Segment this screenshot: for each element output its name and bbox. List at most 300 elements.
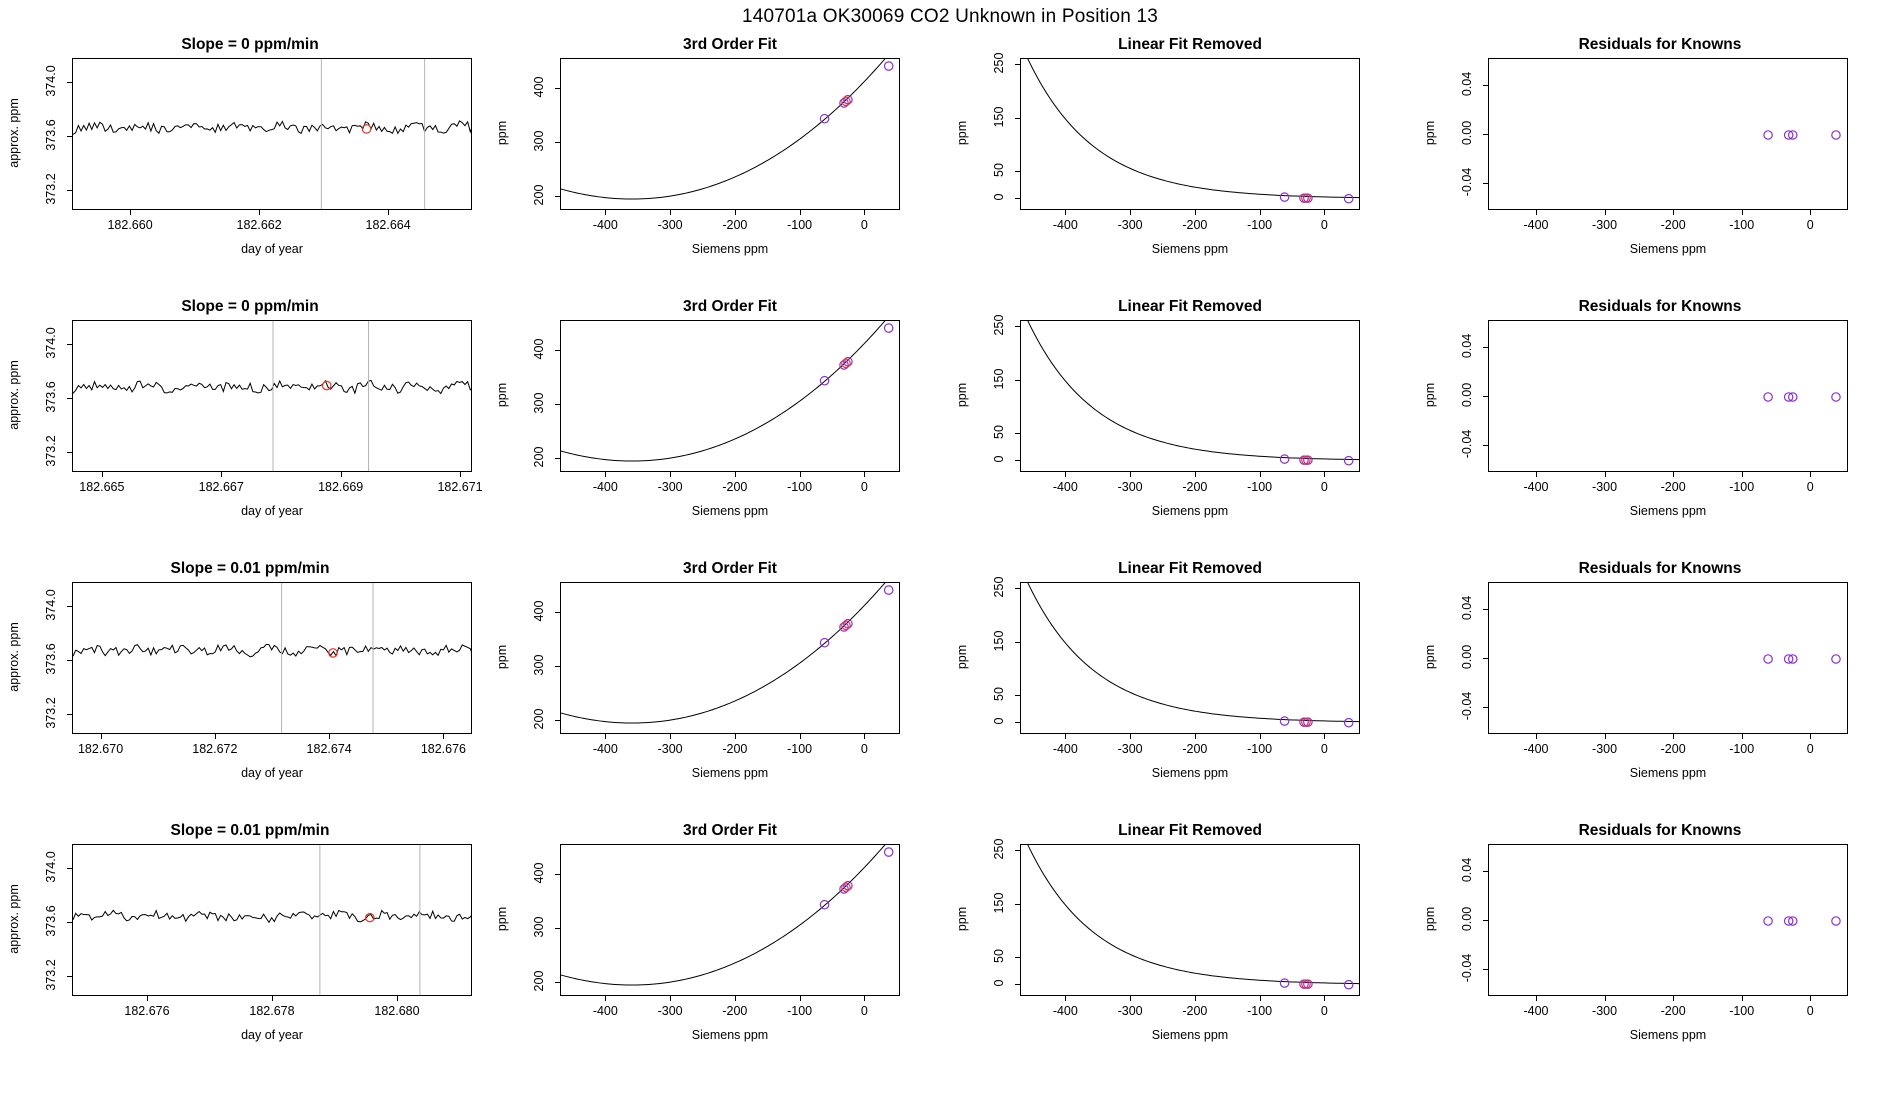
timeseries-panel-4-xtick-label: 182.680 — [374, 1004, 420, 1018]
panel-row — [0, 554, 1900, 816]
panel-row — [0, 292, 1900, 554]
residuals-panel-2 — [1420, 292, 1900, 554]
residuals-panel-3-xtick-label: 0 — [1806, 742, 1814, 756]
linear-panel-2-ytick-label: 0 — [992, 455, 1006, 463]
fit-panel-1-ytick — [555, 88, 560, 89]
linear-panel-1-xtick-label: -300 — [1117, 218, 1143, 232]
timeseries-panel-1-title: Slope = 0 ppm/min — [181, 36, 319, 53]
linear-panel-2-xtick — [1130, 472, 1131, 477]
linear-panel-3-xtick-label: -300 — [1117, 742, 1143, 756]
timeseries-panel-2-plot-area — [72, 320, 472, 472]
fit-panel-3-ytick — [555, 666, 560, 667]
fit-panel-2-xtick-label: -300 — [657, 480, 683, 494]
residuals-panel-3-xlabel: Siemens ppm — [1629, 766, 1707, 780]
residuals-panel-4-ytick — [1483, 969, 1488, 970]
residuals-panel-3-xtick-label: -200 — [1660, 742, 1686, 756]
fit-panel-4-xtick-label: -300 — [657, 1004, 683, 1018]
linear-panel-3-xtick-label: -200 — [1182, 742, 1208, 756]
linear-panel-1-xtick — [1065, 210, 1066, 215]
fit-panel-2-xtick-label: -100 — [787, 480, 813, 494]
fit-panel-3-ytick — [555, 720, 560, 721]
linear-panel-2-ytick — [1015, 380, 1020, 381]
fit-panel-1-xtick-label: -300 — [657, 218, 683, 232]
residuals-panel-1-xtick-label: -100 — [1729, 218, 1755, 232]
residuals-panel-4-title: Residuals for Knowns — [1578, 822, 1742, 839]
linear-panel-4-ytick — [1015, 957, 1020, 958]
residuals-panel-3-plot-area — [1488, 582, 1848, 734]
linear-panel-3-title: Linear Fit Removed — [1118, 560, 1262, 577]
linear-panel-3-xtick-label: -400 — [1052, 742, 1078, 756]
fit-panel-4-xtick-label: -100 — [787, 1004, 813, 1018]
timeseries-panel-3-xtick — [329, 734, 330, 739]
linear-panel-1-xtick-label: -200 — [1182, 218, 1208, 232]
residuals-panel-4-xtick-label: -100 — [1729, 1004, 1755, 1018]
fit-panel-1-xtick-label: -100 — [787, 218, 813, 232]
linear-panel-3-ytick — [1015, 695, 1020, 696]
fit-panel-1 — [495, 30, 960, 292]
residuals-panel-2-ylabel: ppm — [1423, 382, 1437, 408]
fit-panel-2-ytick — [555, 350, 560, 351]
linear-panel-2-xtick — [1324, 472, 1325, 477]
linear-panel-4-xtick — [1195, 996, 1196, 1001]
timeseries-panel-4-ytick — [67, 922, 72, 923]
fit-panel-2-ytick-label: 300 — [532, 392, 546, 414]
linear-panel-2-xlabel: Siemens ppm — [1151, 504, 1229, 518]
timeseries-panel-4-ytick — [67, 976, 72, 977]
fit-panel-1-ytick-label: 300 — [532, 130, 546, 152]
residuals-panel-4-xtick-label: -200 — [1660, 1004, 1686, 1018]
residuals-panel-3-xtick — [1742, 734, 1743, 739]
fit-panel-3-title: 3rd Order Fit — [683, 560, 777, 577]
fit-panel-1-xtick — [670, 210, 671, 215]
linear-panel-1-ytick-label: 150 — [992, 106, 1006, 128]
residuals-panel-4-xlabel: Siemens ppm — [1629, 1028, 1707, 1042]
linear-panel-2-plot-area — [1020, 320, 1360, 472]
timeseries-panel-1 — [0, 30, 500, 292]
residuals-panel-1-xtick — [1810, 210, 1811, 215]
fit-panel-3-xtick-label: -300 — [657, 742, 683, 756]
fit-panel-4-ytick — [555, 982, 560, 983]
timeseries-panel-3 — [0, 554, 500, 816]
residuals-panel-4-xtick-label: -400 — [1523, 1004, 1549, 1018]
residuals-panel-1-ytick-label: -0.04 — [1460, 167, 1474, 197]
linear-panel-1 — [955, 30, 1420, 292]
linear-panel-4-ytick-label: 50 — [992, 949, 1006, 964]
fit-panel-2-ytick — [555, 458, 560, 459]
timeseries-panel-3-xlabel: day of year — [241, 766, 303, 780]
residuals-panel-3 — [1420, 554, 1900, 816]
fit-panel-4-title: 3rd Order Fit — [683, 822, 777, 839]
residuals-panel-4-ytick — [1483, 871, 1488, 872]
residuals-panel-2-ytick — [1483, 396, 1488, 397]
fit-panel-3-xtick — [735, 734, 736, 739]
residuals-panel-1-ytick — [1483, 85, 1488, 86]
timeseries-panel-4 — [0, 816, 500, 1078]
fit-panel-1-xtick — [800, 210, 801, 215]
timeseries-panel-4-ylabel: approx. ppm — [7, 884, 21, 954]
residuals-panel-1-plot-area — [1488, 58, 1848, 210]
residuals-panel-4-xtick — [1536, 996, 1537, 1001]
linear-panel-1-ylabel: ppm — [955, 120, 969, 146]
fit-panel-3-xtick-label: -400 — [592, 742, 618, 756]
fit-panel-4-plot-area — [560, 844, 900, 996]
linear-panel-1-ytick — [1015, 64, 1020, 65]
timeseries-panel-3-ytick-label: 373.6 — [44, 643, 58, 675]
residuals-panel-3-xtick — [1810, 734, 1811, 739]
linear-panel-4-xtick — [1260, 996, 1261, 1001]
panel-row — [0, 816, 1900, 1078]
fit-panel-2-xtick — [670, 472, 671, 477]
linear-panel-4-xtick-label: -200 — [1182, 1004, 1208, 1018]
residuals-panel-2-xtick — [1742, 472, 1743, 477]
residuals-panel-1-ytick-label: 0.04 — [1460, 71, 1474, 97]
residuals-panel-4-ytick-label: -0.04 — [1460, 953, 1474, 983]
linear-panel-1-xtick-label: 0 — [1320, 218, 1328, 232]
linear-panel-1-xtick-label: -400 — [1052, 218, 1078, 232]
fit-panel-1-ytick — [555, 196, 560, 197]
residuals-panel-1-ytick — [1483, 134, 1488, 135]
residuals-panel-1-xtick-label: -200 — [1660, 218, 1686, 232]
timeseries-panel-2-xtick — [460, 472, 461, 477]
residuals-panel-3-ytick — [1483, 609, 1488, 610]
residuals-panel-4-ytick — [1483, 920, 1488, 921]
fit-panel-1-ytick — [555, 142, 560, 143]
linear-panel-4-ytick-label: 0 — [992, 979, 1006, 987]
fit-panel-1-xtick-label: -200 — [722, 218, 748, 232]
fit-panel-3-plot-area — [560, 582, 900, 734]
fit-panel-3-ytick — [555, 612, 560, 613]
linear-panel-2 — [955, 292, 1420, 554]
fit-panel-2-ytick-label: 400 — [532, 338, 546, 360]
linear-panel-2-ytick — [1015, 433, 1020, 434]
linear-panel-2-xtick — [1260, 472, 1261, 477]
timeseries-panel-4-plot-area — [72, 844, 472, 996]
residuals-panel-3-xtick — [1605, 734, 1606, 739]
fit-panel-1-xtick-label: -400 — [592, 218, 618, 232]
linear-panel-1-ytick-label: 0 — [992, 193, 1006, 201]
fit-panel-3-ytick-label: 400 — [532, 600, 546, 622]
fit-panel-2-plot-area — [560, 320, 900, 472]
fit-panel-4-ytick — [555, 874, 560, 875]
residuals-panel-1-xtick — [1742, 210, 1743, 215]
residuals-panel-1-ytick — [1483, 183, 1488, 184]
linear-panel-1-xtick — [1195, 210, 1196, 215]
timeseries-panel-3-title: Slope = 0.01 ppm/min — [170, 560, 330, 577]
fit-panel-2-xtick — [864, 472, 865, 477]
linear-panel-2-xtick-label: -200 — [1182, 480, 1208, 494]
residuals-panel-1-xtick-label: -300 — [1592, 218, 1618, 232]
timeseries-panel-3-xtick-label: 182.674 — [306, 742, 352, 756]
fit-panel-4-ytick-label: 400 — [532, 862, 546, 884]
linear-panel-2-xtick — [1195, 472, 1196, 477]
linear-panel-4-ytick — [1015, 850, 1020, 851]
timeseries-panel-3-plot-area — [72, 582, 472, 734]
fit-panel-1-plot-area — [560, 58, 900, 210]
linear-panel-4-xtick-label: 0 — [1320, 1004, 1328, 1018]
linear-panel-3-ylabel: ppm — [955, 644, 969, 670]
residuals-panel-2-xlabel: Siemens ppm — [1629, 504, 1707, 518]
linear-panel-4-ytick-label: 250 — [992, 839, 1006, 860]
timeseries-panel-1-ytick-label: 373.6 — [44, 119, 58, 151]
residuals-panel-3-ylabel: ppm — [1423, 644, 1437, 670]
linear-panel-3-xtick — [1324, 734, 1325, 739]
linear-panel-2-title: Linear Fit Removed — [1118, 298, 1262, 315]
linear-panel-1-ytick-label: 50 — [992, 163, 1006, 178]
residuals-panel-2-xtick — [1536, 472, 1537, 477]
linear-panel-2-xtick-label: -400 — [1052, 480, 1078, 494]
fit-panel-4-xtick — [605, 996, 606, 1001]
linear-panel-3-xtick — [1195, 734, 1196, 739]
linear-panel-3 — [955, 554, 1420, 816]
timeseries-panel-4-xlabel: day of year — [241, 1028, 303, 1042]
linear-panel-4-xtick — [1065, 996, 1066, 1001]
linear-panel-1-xtick-label: -100 — [1247, 218, 1273, 232]
timeseries-panel-4-ytick-label: 373.6 — [44, 905, 58, 937]
residuals-panel-4-xtick — [1742, 996, 1743, 1001]
linear-panel-3-xtick — [1260, 734, 1261, 739]
linear-panel-3-xlabel: Siemens ppm — [1151, 766, 1229, 780]
residuals-panel-3-title: Residuals for Knowns — [1578, 560, 1742, 577]
residuals-panel-4-plot-area — [1488, 844, 1848, 996]
residuals-panel-2-xtick-label: 0 — [1806, 480, 1814, 494]
fit-panel-3-xtick — [605, 734, 606, 739]
timeseries-panel-3-ytick-label: 374.0 — [44, 589, 58, 621]
linear-panel-1-ytick — [1015, 118, 1020, 119]
timeseries-panel-2-ytick — [67, 344, 72, 345]
timeseries-panel-2-xtick-label: 182.669 — [318, 480, 364, 494]
residuals-panel-2-ytick-label: 0.00 — [1460, 382, 1474, 408]
linear-panel-2-xtick-label: -300 — [1117, 480, 1143, 494]
linear-panel-1-ytick-label: 250 — [992, 53, 1006, 74]
residuals-panel-4-xtick — [1673, 996, 1674, 1001]
fit-panel-3 — [495, 554, 960, 816]
residuals-panel-2-xtick — [1605, 472, 1606, 477]
fit-panel-4-ytick-label: 300 — [532, 916, 546, 938]
residuals-panel-3-xtick-label: -400 — [1523, 742, 1549, 756]
residuals-panel-4-ytick-label: 0.04 — [1460, 857, 1474, 883]
panel-grid — [0, 30, 1900, 1100]
timeseries-panel-1-plot-area — [72, 58, 472, 210]
linear-panel-3-xtick-label: -100 — [1247, 742, 1273, 756]
fit-panel-2-xtick — [800, 472, 801, 477]
panel-row — [0, 30, 1900, 292]
timeseries-panel-4-xtick — [397, 996, 398, 1001]
fit-panel-4-xtick-label: -400 — [592, 1004, 618, 1018]
timeseries-panel-3-ytick — [67, 606, 72, 607]
timeseries-panel-1-ytick — [67, 136, 72, 137]
timeseries-panel-4-xtick-label: 182.676 — [124, 1004, 170, 1018]
fit-panel-4-xtick — [670, 996, 671, 1001]
timeseries-panel-1-ytick-label: 374.0 — [44, 65, 58, 97]
fit-panel-4-ylabel: ppm — [495, 906, 509, 932]
linear-panel-4-ytick-label: 150 — [992, 892, 1006, 914]
fit-panel-1-xtick — [864, 210, 865, 215]
residuals-panel-2-xtick-label: -200 — [1660, 480, 1686, 494]
residuals-panel-3-ytick-label: 0.04 — [1460, 595, 1474, 621]
linear-panel-1-title: Linear Fit Removed — [1118, 36, 1262, 53]
timeseries-panel-4-xtick — [272, 996, 273, 1001]
linear-panel-4-xtick-label: -400 — [1052, 1004, 1078, 1018]
fit-panel-3-xtick-label: -200 — [722, 742, 748, 756]
linear-panel-2-ytick-label: 150 — [992, 368, 1006, 390]
timeseries-panel-3-xtick-label: 182.672 — [192, 742, 238, 756]
residuals-panel-1-xtick-label: -400 — [1523, 218, 1549, 232]
residuals-panel-2-xtick-label: -400 — [1523, 480, 1549, 494]
fit-panel-4-xtick — [864, 996, 865, 1001]
fit-panel-2-title: 3rd Order Fit — [683, 298, 777, 315]
timeseries-panel-2-xtick — [221, 472, 222, 477]
fit-panel-1-ylabel: ppm — [495, 120, 509, 146]
timeseries-panel-2-ytick-label: 374.0 — [44, 327, 58, 359]
linear-panel-2-ytick-label: 250 — [992, 315, 1006, 336]
timeseries-panel-3-ytick — [67, 660, 72, 661]
linear-panel-2-xtick — [1065, 472, 1066, 477]
timeseries-panel-4-ytick-label: 374.0 — [44, 851, 58, 883]
fit-panel-2-ylabel: ppm — [495, 382, 509, 408]
linear-panel-1-ytick — [1015, 198, 1020, 199]
fit-panel-4 — [495, 816, 960, 1078]
linear-panel-4-xtick-label: -300 — [1117, 1004, 1143, 1018]
figure-title: 140701a OK30069 CO2 Unknown in Position 13 — [741, 6, 1159, 27]
residuals-panel-3-ytick — [1483, 658, 1488, 659]
timeseries-panel-4-xtick-label: 182.678 — [249, 1004, 295, 1018]
linear-panel-1-xtick — [1130, 210, 1131, 215]
fit-panel-4-ytick-label: 200 — [532, 971, 546, 992]
fit-panel-4-xtick-label: 0 — [860, 1004, 868, 1018]
residuals-panel-3-ytick-label: -0.04 — [1460, 691, 1474, 721]
linear-panel-4-title: Linear Fit Removed — [1118, 822, 1262, 839]
linear-panel-2-ytick — [1015, 326, 1020, 327]
residuals-panel-1-title: Residuals for Knowns — [1578, 36, 1742, 53]
residuals-panel-4-xtick-label: 0 — [1806, 1004, 1814, 1018]
linear-panel-3-plot-area — [1020, 582, 1360, 734]
fit-panel-4-xtick — [735, 996, 736, 1001]
timeseries-panel-2-xtick-label: 182.667 — [198, 480, 244, 494]
fit-panel-3-xtick-label: -100 — [787, 742, 813, 756]
linear-panel-1-xlabel: Siemens ppm — [1151, 242, 1229, 256]
timeseries-panel-3-xtick-label: 182.676 — [420, 742, 467, 756]
fit-panel-1-xlabel: Siemens ppm — [691, 242, 769, 256]
residuals-panel-4 — [1420, 816, 1900, 1078]
timeseries-panel-3-xtick — [443, 734, 444, 739]
timeseries-panel-1-xtick-label: 182.664 — [365, 218, 411, 232]
linear-panel-3-ytick-label: 250 — [992, 577, 1006, 598]
timeseries-panel-2-title: Slope = 0 ppm/min — [181, 298, 319, 315]
fit-panel-1-xtick-label: 0 — [860, 218, 868, 232]
linear-panel-1-xtick — [1324, 210, 1325, 215]
residuals-panel-4-ylabel: ppm — [1423, 906, 1437, 932]
timeseries-panel-2-ytick-label: 373.6 — [44, 381, 58, 413]
linear-panel-1-ytick — [1015, 171, 1020, 172]
timeseries-panel-2-ytick — [67, 452, 72, 453]
residuals-panel-4-xtick-label: -300 — [1592, 1004, 1618, 1018]
residuals-panel-1-ytick-label: 0.00 — [1460, 120, 1474, 146]
residuals-panel-2-xtick-label: -300 — [1592, 480, 1618, 494]
linear-panel-4-xtick-label: -100 — [1247, 1004, 1273, 1018]
linear-panel-4-ytick — [1015, 904, 1020, 905]
linear-panel-4-ytick — [1015, 984, 1020, 985]
linear-panel-3-xtick-label: 0 — [1320, 742, 1328, 756]
timeseries-panel-3-xtick — [101, 734, 102, 739]
fit-panel-2-xtick-label: -400 — [592, 480, 618, 494]
fit-panel-3-xtick — [800, 734, 801, 739]
fit-panel-2-xtick-label: -200 — [722, 480, 748, 494]
residuals-panel-1 — [1420, 30, 1900, 292]
fit-panel-2-ytick-label: 200 — [532, 447, 546, 468]
fit-panel-4-xtick-label: -200 — [722, 1004, 748, 1018]
timeseries-panel-4-ytick — [67, 868, 72, 869]
timeseries-panel-3-xtick — [215, 734, 216, 739]
residuals-panel-2-ytick — [1483, 445, 1488, 446]
linear-panel-2-ytick-label: 50 — [992, 425, 1006, 440]
residuals-panel-3-xtick — [1673, 734, 1674, 739]
residuals-panel-2-xtick-label: -100 — [1729, 480, 1755, 494]
timeseries-panel-2 — [0, 292, 500, 554]
fit-panel-2-xtick — [605, 472, 606, 477]
linear-panel-4-xtick — [1324, 996, 1325, 1001]
fit-panel-1-title: 3rd Order Fit — [683, 36, 777, 53]
fit-panel-1-ytick-label: 200 — [532, 185, 546, 206]
fit-panel-2-xtick — [735, 472, 736, 477]
timeseries-panel-2-xtick-label: 182.665 — [79, 480, 125, 494]
fit-panel-1-xtick — [605, 210, 606, 215]
timeseries-panel-4-ytick-label: 373.2 — [44, 959, 58, 991]
fit-panel-3-xtick-label: 0 — [860, 742, 868, 756]
residuals-panel-3-xtick — [1536, 734, 1537, 739]
timeseries-panel-1-xtick — [259, 210, 260, 215]
timeseries-panel-3-ytick — [67, 714, 72, 715]
fit-panel-2 — [495, 292, 960, 554]
linear-panel-4-ylabel: ppm — [955, 906, 969, 932]
timeseries-panel-4-xtick — [147, 996, 148, 1001]
linear-panel-1-xtick — [1260, 210, 1261, 215]
timeseries-panel-2-xtick — [341, 472, 342, 477]
fit-panel-2-xlabel: Siemens ppm — [691, 504, 769, 518]
timeseries-panel-1-xtick — [388, 210, 389, 215]
linear-panel-3-xtick — [1065, 734, 1066, 739]
fit-panel-1-ytick-label: 400 — [532, 76, 546, 98]
linear-panel-3-ytick-label: 0 — [992, 717, 1006, 725]
fit-panel-3-xtick — [670, 734, 671, 739]
linear-panel-3-ytick-label: 150 — [992, 630, 1006, 652]
timeseries-panel-2-ylabel: approx. ppm — [7, 360, 21, 430]
timeseries-panel-2-ytick-label: 373.2 — [44, 435, 58, 467]
residuals-panel-3-xtick-label: -300 — [1592, 742, 1618, 756]
fit-panel-1-xtick — [735, 210, 736, 215]
linear-panel-2-xtick-label: -100 — [1247, 480, 1273, 494]
fit-panel-3-ytick-label: 300 — [532, 654, 546, 676]
linear-panel-3-ytick — [1015, 642, 1020, 643]
fit-panel-3-xlabel: Siemens ppm — [691, 766, 769, 780]
fit-panel-3-ytick-label: 200 — [532, 709, 546, 730]
linear-panel-2-xtick-label: 0 — [1320, 480, 1328, 494]
residuals-panel-4-ytick-label: 0.00 — [1460, 906, 1474, 932]
timeseries-panel-2-ytick — [67, 398, 72, 399]
timeseries-panel-1-ytick-label: 373.2 — [44, 173, 58, 205]
timeseries-panel-1-xtick — [130, 210, 131, 215]
residuals-panel-2-plot-area — [1488, 320, 1848, 472]
fit-panel-4-xlabel: Siemens ppm — [691, 1028, 769, 1042]
linear-panel-3-ytick — [1015, 722, 1020, 723]
timeseries-panel-1-ytick — [67, 190, 72, 191]
timeseries-panel-3-ytick-label: 373.2 — [44, 697, 58, 729]
timeseries-panel-2-xlabel: day of year — [241, 504, 303, 518]
residuals-panel-3-ytick-label: 0.00 — [1460, 644, 1474, 670]
linear-panel-4 — [955, 816, 1420, 1078]
fit-panel-2-xtick-label: 0 — [860, 480, 868, 494]
timeseries-panel-1-xtick-label: 182.662 — [236, 218, 282, 232]
residuals-panel-4-xtick — [1605, 996, 1606, 1001]
